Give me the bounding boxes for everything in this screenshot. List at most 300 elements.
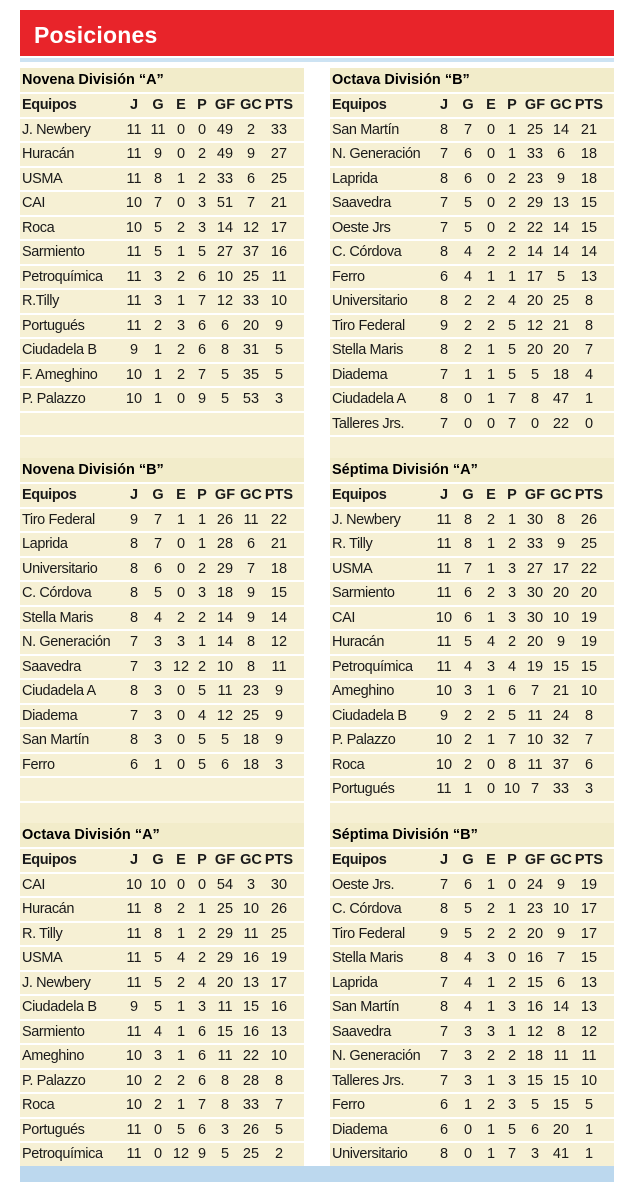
table-row	[330, 607, 614, 632]
stat-j: 8	[439, 999, 449, 1015]
stat-p: 1	[507, 511, 517, 528]
stat-gc: 13	[242, 974, 260, 991]
stat-g: 4	[153, 1023, 163, 1040]
column-header-j: J	[129, 97, 139, 113]
stat-gc: 53	[242, 391, 260, 407]
table-row	[20, 754, 304, 779]
team-name: Stella Maris	[22, 609, 93, 626]
stat-e: 12	[172, 1146, 190, 1162]
division-title: Séptima División “B”	[330, 823, 614, 849]
team-name: Stella Maris	[332, 342, 403, 358]
stat-p: 1	[507, 121, 517, 138]
stat-g: 2	[463, 342, 473, 358]
stat-gf: 7	[530, 683, 540, 699]
stat-e: 0	[176, 536, 186, 552]
stat-gf: 12	[216, 707, 234, 724]
team-name: Sarmiento	[22, 244, 85, 260]
stat-e: 1	[486, 974, 496, 991]
stat-e: 1	[176, 1097, 186, 1113]
stat-pts: 10	[270, 293, 288, 309]
table-row	[20, 923, 304, 948]
stat-pts: 12	[580, 1023, 598, 1040]
stat-j: 7	[439, 1072, 449, 1089]
column-header-gf: GF	[214, 487, 236, 503]
stat-gc: 33	[242, 293, 260, 309]
stat-p: 0	[197, 876, 207, 893]
column-header-e: E	[486, 487, 496, 503]
stat-pts: 7	[584, 732, 594, 748]
stat-gc: 9	[246, 585, 256, 601]
column-header-gc: GC	[240, 487, 262, 503]
stat-j: 8	[439, 1146, 449, 1162]
stat-g: 6	[463, 585, 473, 601]
stat-p: 2	[507, 536, 517, 552]
column-header-pts: PTS	[264, 852, 294, 868]
stat-g: 1	[463, 366, 473, 383]
stat-g: 8	[153, 170, 163, 187]
stat-pts: 16	[270, 999, 288, 1015]
team-name: J. Newbery	[22, 121, 91, 138]
stat-p: 1	[507, 901, 517, 917]
stat-p: 5	[507, 317, 517, 334]
stat-e: 3	[176, 317, 186, 334]
table-row	[330, 168, 614, 193]
team-name: Portugués	[22, 1121, 85, 1138]
stat-j: 7	[439, 366, 449, 383]
stat-p: 6	[197, 1023, 207, 1040]
stat-pts: 1	[584, 1121, 594, 1138]
table-row	[20, 1045, 304, 1070]
stat-pts: 27	[270, 146, 288, 162]
team-name: N. Generación	[332, 146, 421, 162]
team-name: Ferro	[332, 1097, 365, 1113]
stat-pts: 14	[270, 609, 288, 626]
stat-g: 5	[463, 901, 473, 917]
table-row	[330, 898, 614, 923]
stat-gc: 35	[242, 366, 260, 383]
stat-p: 3	[507, 609, 517, 626]
stat-j: 10	[125, 195, 143, 211]
stat-e: 0	[486, 195, 496, 211]
team-name: CAI	[332, 609, 355, 626]
stat-p: 0	[197, 121, 207, 138]
table-row	[20, 168, 304, 193]
table-row	[330, 364, 614, 389]
table-row	[20, 241, 304, 266]
column-header-pts: PTS	[264, 97, 294, 113]
division-title: Séptima División “A”	[330, 458, 614, 484]
team-name: Talleres Jrs.	[332, 415, 405, 432]
stat-j: 9	[129, 342, 139, 358]
team-name: Saavedra	[332, 1023, 391, 1040]
stat-g: 11	[150, 121, 166, 138]
stat-pts: 7	[274, 1097, 284, 1113]
stat-pts: 18	[270, 560, 288, 577]
stat-e: 0	[176, 707, 186, 724]
stat-g: 5	[153, 999, 163, 1015]
empty-row	[20, 778, 304, 803]
stat-p: 6	[197, 1121, 207, 1138]
column-header-j: J	[129, 852, 139, 868]
stat-pts: 21	[580, 121, 598, 138]
stat-gc: 2	[246, 121, 256, 138]
stat-e: 4	[176, 950, 186, 966]
stat-gc: 14	[552, 219, 570, 236]
table-row	[330, 388, 614, 413]
team-name: R. Tilly	[22, 925, 63, 942]
column-header-g: G	[462, 97, 474, 113]
stat-j: 7	[439, 146, 449, 162]
team-name: Sarmiento	[22, 1023, 85, 1040]
page-title: Posiciones	[34, 22, 158, 48]
stat-gc: 8	[246, 658, 256, 675]
stat-gf: 12	[526, 1023, 544, 1040]
stat-e: 0	[176, 756, 186, 773]
stat-p: 2	[197, 658, 207, 675]
table-row	[330, 729, 614, 754]
stat-gf: 11	[217, 999, 233, 1015]
team-name: Ciudadela B	[22, 342, 97, 358]
stat-p: 2	[507, 634, 517, 650]
stat-e: 1	[176, 999, 186, 1015]
team-name: Ciudadela B	[22, 999, 97, 1015]
stat-pts: 9	[274, 732, 284, 748]
stat-pts: 30	[270, 876, 288, 893]
stat-e: 1	[486, 366, 496, 383]
stat-pts: 13	[580, 999, 598, 1015]
table-row	[20, 1021, 304, 1046]
stat-p: 2	[507, 170, 517, 187]
stat-g: 5	[463, 219, 473, 236]
stat-e: 0	[486, 415, 496, 432]
team-name: R.Tilly	[22, 293, 59, 309]
table-row	[20, 996, 304, 1021]
footer-divider	[20, 1166, 614, 1182]
stat-e: 1	[176, 1023, 186, 1040]
team-name: CAI	[22, 876, 45, 893]
team-name: Universitario	[332, 1146, 408, 1162]
stat-gc: 7	[556, 950, 566, 966]
stat-pts: 5	[274, 342, 284, 358]
table-row	[330, 192, 614, 217]
stat-j: 9	[439, 925, 449, 942]
stat-pts: 15	[580, 195, 598, 211]
team-name: USMA	[22, 950, 63, 966]
stat-gf: 28	[216, 536, 234, 552]
stat-gc: 24	[552, 707, 570, 724]
stat-e: 1	[486, 609, 496, 626]
stat-j: 11	[126, 1121, 142, 1138]
column-header-gc: GC	[550, 852, 572, 868]
stat-gc: 23	[242, 683, 260, 699]
stat-p: 4	[197, 974, 207, 991]
stat-e: 3	[486, 658, 496, 675]
division-title: Octava División “B”	[330, 68, 614, 94]
stat-j: 8	[439, 121, 449, 138]
stat-pts: 13	[270, 1023, 288, 1040]
stat-gf: 10	[216, 268, 234, 285]
stat-pts: 19	[580, 876, 598, 893]
stat-e: 1	[176, 244, 186, 260]
stat-j: 8	[439, 244, 449, 260]
stat-gc: 8	[556, 511, 566, 528]
stat-g: 7	[463, 121, 473, 138]
stat-gc: 13	[552, 195, 570, 211]
stat-p: 4	[197, 707, 207, 724]
team-name: Universitario	[22, 560, 98, 577]
stat-g: 2	[153, 1097, 163, 1113]
stat-e: 0	[176, 195, 186, 211]
stat-gf: 30	[526, 511, 544, 528]
stat-p: 3	[507, 560, 517, 577]
stat-g: 1	[153, 391, 163, 407]
column-header-row	[20, 849, 304, 874]
stat-p: 9	[197, 1146, 207, 1162]
stat-j: 11	[436, 781, 452, 797]
table-row	[20, 898, 304, 923]
stat-p: 3	[197, 195, 207, 211]
stat-gf: 10	[216, 658, 234, 675]
column-header-e: E	[176, 97, 186, 113]
stat-j: 10	[125, 1048, 143, 1064]
team-name: Oeste Jrs.	[332, 876, 395, 893]
team-name: Ciudadela B	[332, 707, 407, 724]
table-row	[330, 923, 614, 948]
stat-e: 0	[486, 781, 496, 797]
stat-gc: 25	[242, 1146, 260, 1162]
stat-gc: 33	[552, 781, 570, 797]
stat-gc: 9	[556, 925, 566, 942]
stat-gf: 33	[526, 146, 544, 162]
stat-p: 7	[507, 391, 517, 407]
stat-p: 5	[197, 756, 207, 773]
table-row	[330, 680, 614, 705]
team-name: Petroquímica	[332, 658, 413, 675]
stat-e: 1	[176, 1048, 186, 1064]
stat-p: 2	[507, 974, 517, 991]
stat-gc: 17	[552, 560, 570, 577]
table-row	[330, 558, 614, 583]
stat-j: 6	[439, 268, 449, 285]
stat-g: 1	[463, 781, 473, 797]
stat-gf: 6	[220, 317, 230, 334]
team-name: J. Newbery	[22, 974, 91, 991]
stat-e: 2	[486, 244, 496, 260]
stat-gf: 30	[526, 609, 544, 626]
stat-gc: 18	[242, 732, 260, 748]
stat-gf: 20	[526, 925, 544, 942]
stat-j: 11	[436, 511, 452, 528]
stat-j: 7	[439, 1048, 449, 1064]
stat-pts: 3	[584, 781, 594, 797]
stat-g: 3	[153, 1048, 163, 1064]
stat-gf: 54	[216, 876, 234, 893]
stat-pts: 12	[270, 634, 288, 650]
team-name: P. Palazzo	[332, 732, 396, 748]
stat-e: 2	[176, 1072, 186, 1089]
stat-j: 7	[439, 974, 449, 991]
stat-gf: 5	[530, 366, 540, 383]
stat-e: 1	[486, 1121, 496, 1138]
stat-e: 2	[486, 1048, 496, 1064]
stat-p: 1	[507, 146, 517, 162]
table-row	[330, 290, 614, 315]
stat-p: 5	[507, 366, 517, 383]
column-header-team: Equipos	[22, 487, 77, 503]
stat-g: 3	[153, 268, 163, 285]
stat-pts: 19	[270, 950, 288, 966]
stat-e: 0	[486, 121, 496, 138]
team-name: Laprida	[332, 974, 378, 991]
stat-pts: 25	[270, 170, 288, 187]
stat-gf: 3	[530, 1146, 540, 1162]
stat-e: 2	[486, 293, 496, 309]
stat-e: 1	[176, 925, 186, 942]
stat-gc: 6	[246, 536, 256, 552]
stat-pts: 9	[274, 317, 284, 334]
stat-g: 6	[463, 876, 473, 893]
standings-table-novena-b	[20, 458, 304, 827]
stat-p: 1	[197, 901, 207, 917]
stat-j: 6	[129, 756, 139, 773]
stat-g: 3	[463, 1048, 473, 1064]
stat-pts: 18	[580, 170, 598, 187]
stat-gc: 6	[556, 974, 566, 991]
column-header-gf: GF	[214, 852, 236, 868]
column-header-gc: GC	[550, 487, 572, 503]
stat-g: 7	[153, 536, 163, 552]
table-row	[330, 241, 614, 266]
stat-g: 6	[153, 560, 163, 577]
stat-e: 0	[176, 146, 186, 162]
stat-e: 2	[486, 1097, 496, 1113]
stat-gf: 7	[530, 781, 540, 797]
table-row	[20, 1094, 304, 1119]
stat-gc: 7	[246, 560, 256, 577]
stat-pts: 22	[270, 511, 288, 528]
table-row	[330, 1045, 614, 1070]
stat-gf: 12	[216, 293, 234, 309]
stat-j: 7	[439, 876, 449, 893]
column-header-team: Equipos	[332, 852, 387, 868]
column-header-team: Equipos	[22, 97, 77, 113]
stat-p: 4	[507, 658, 517, 675]
stat-gf: 3	[220, 1121, 230, 1138]
stat-g: 5	[153, 585, 163, 601]
stat-e: 0	[486, 756, 496, 773]
column-header-e: E	[176, 852, 186, 868]
table-row	[330, 143, 614, 168]
stat-g: 0	[463, 1121, 473, 1138]
stat-j: 9	[439, 707, 449, 724]
stat-g: 2	[463, 732, 473, 748]
stat-gf: 5	[220, 366, 230, 383]
stat-gc: 9	[246, 146, 256, 162]
stat-p: 2	[507, 219, 517, 236]
stat-j: 7	[439, 1023, 449, 1040]
team-name: Portugués	[332, 781, 395, 797]
stat-p: 2	[507, 195, 517, 211]
stat-e: 2	[486, 585, 496, 601]
stat-p: 10	[503, 781, 521, 797]
stat-gf: 49	[216, 121, 234, 138]
column-header-g: G	[462, 487, 474, 503]
stat-e: 1	[176, 170, 186, 187]
stat-gf: 14	[216, 634, 234, 650]
stat-g: 3	[153, 732, 163, 748]
stat-p: 7	[507, 732, 517, 748]
stat-j: 11	[126, 1146, 142, 1162]
stat-gc: 6	[556, 146, 566, 162]
stat-g: 3	[153, 707, 163, 724]
stat-pts: 11	[271, 658, 287, 675]
team-name: Petroquímica	[22, 1146, 103, 1162]
table-row	[20, 947, 304, 972]
stat-j: 10	[125, 391, 143, 407]
stat-p: 2	[197, 170, 207, 187]
stat-g: 8	[463, 536, 473, 552]
stat-g: 4	[463, 268, 473, 285]
stat-j: 11	[126, 244, 142, 260]
team-name: Talleres Jrs.	[332, 1072, 405, 1089]
stat-g: 0	[463, 391, 473, 407]
stat-p: 2	[197, 950, 207, 966]
column-header-j: J	[439, 852, 449, 868]
table-row	[20, 119, 304, 144]
stat-j: 8	[439, 170, 449, 187]
table-row	[330, 874, 614, 899]
stat-g: 1	[153, 342, 163, 358]
column-header-p: P	[507, 97, 517, 113]
stat-gf: 18	[526, 1048, 544, 1064]
column-header-g: G	[152, 97, 164, 113]
stat-pts: 14	[580, 244, 598, 260]
stat-gc: 12	[242, 219, 260, 236]
division-title: Octava División “A”	[20, 823, 304, 849]
stat-e: 2	[176, 268, 186, 285]
table-row	[20, 874, 304, 899]
team-name: Stella Maris	[332, 950, 403, 966]
stat-gc: 5	[556, 268, 566, 285]
column-header-team: Equipos	[22, 852, 77, 868]
table-row	[330, 533, 614, 558]
table-row	[330, 631, 614, 656]
stat-j: 11	[436, 536, 452, 552]
stat-j: 11	[126, 293, 142, 309]
stat-p: 2	[197, 560, 207, 577]
stat-p: 3	[507, 1072, 517, 1089]
stat-gc: 25	[242, 707, 260, 724]
stat-p: 3	[197, 999, 207, 1015]
column-header-j: J	[129, 487, 139, 503]
table-row	[20, 388, 304, 413]
stat-p: 3	[197, 219, 207, 236]
stat-e: 0	[486, 170, 496, 187]
stat-g: 1	[153, 366, 163, 383]
stat-g: 2	[153, 317, 163, 334]
stat-p: 6	[197, 1048, 207, 1064]
stat-gf: 33	[526, 536, 544, 552]
stat-j: 7	[129, 658, 139, 675]
stat-gf: 20	[216, 974, 234, 991]
stat-gc: 20	[552, 342, 570, 358]
stat-p: 1	[507, 1023, 517, 1040]
stat-gc: 25	[552, 293, 570, 309]
stat-gc: 11	[243, 925, 259, 942]
stat-gf: 16	[526, 999, 544, 1015]
stat-gc: 9	[556, 170, 566, 187]
stat-pts: 15	[580, 219, 598, 236]
